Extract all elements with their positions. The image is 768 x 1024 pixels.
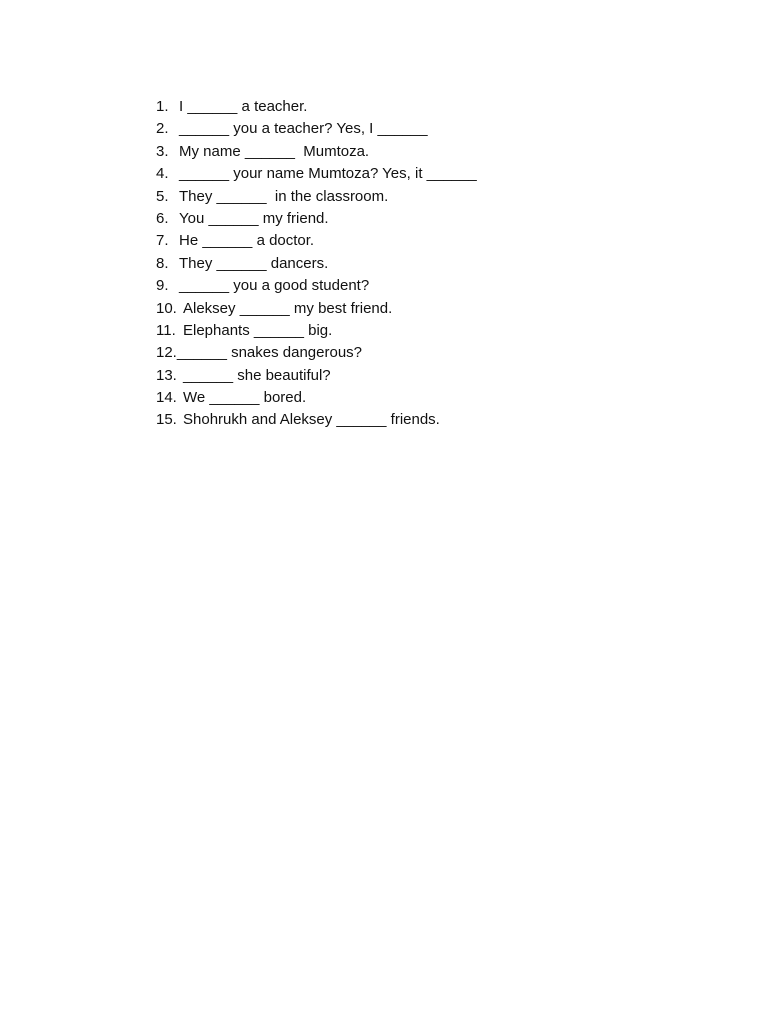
exercise-item (156, 298, 477, 320)
exercise-item (156, 141, 477, 163)
exercise-number: 6. (156, 209, 169, 227)
exercise-text: ______ she beautiful? (183, 366, 331, 384)
exercise-number: 4. (156, 165, 169, 183)
exercise-text: Elephants ______ big. (183, 321, 333, 339)
exercise-text: He ______ a doctor. (179, 232, 315, 250)
exercise-number: 1. (156, 98, 169, 115)
exercise-item (156, 163, 477, 185)
exercise-number: 5. (156, 187, 169, 205)
exercise-number: 10. (156, 299, 177, 317)
exercise-number: 13. (156, 366, 177, 384)
exercise-number: 7. (156, 232, 169, 250)
exercise-text: ______ you a teacher? Yes, I ______ (179, 120, 428, 138)
exercise-text: I ______ a teacher. (179, 98, 308, 115)
exercise-number: 3. (156, 142, 169, 160)
exercise-text: Aleksey ______ my best friend. (183, 299, 393, 317)
exercise-item (156, 230, 477, 252)
exercise-text: You ______ my friend. (179, 209, 329, 227)
exercise-number: 11. (156, 321, 176, 339)
exercise-number: 2. (156, 120, 169, 138)
exercise-number: 9. (156, 277, 169, 295)
exercise-item (156, 320, 477, 342)
exercise-item (156, 208, 477, 230)
exercise-text: They ______ in the classroom. (179, 187, 389, 205)
exercise-item (156, 96, 477, 118)
exercise-item (156, 275, 477, 297)
exercise-text: ______ snakes dangerous? (176, 344, 363, 362)
exercise-text: ______ your name Mumtoza? Yes, it ______ (179, 165, 477, 183)
exercise-item (156, 365, 477, 387)
exercise-item (156, 118, 477, 140)
exercise-item (156, 342, 477, 364)
exercise-item (156, 186, 477, 208)
exercise-list (156, 96, 477, 432)
exercise-text: My name ______ Mumtoza. (179, 142, 370, 160)
exercise-number: 14. (156, 389, 177, 407)
exercise-item (156, 253, 477, 275)
exercise-text: Shohrukh and Aleksey ______ friends. (183, 411, 440, 429)
exercise-text: We ______ bored. (183, 389, 307, 407)
exercise-text: They ______ dancers. (179, 254, 329, 272)
exercise-number: 8. (156, 254, 169, 272)
exercise-number: 15. (156, 411, 177, 429)
exercise-number: 12. (156, 344, 177, 362)
exercise-text: ______ you a good student? (179, 277, 370, 295)
exercise-item (156, 409, 477, 431)
exercise-item (156, 387, 477, 409)
